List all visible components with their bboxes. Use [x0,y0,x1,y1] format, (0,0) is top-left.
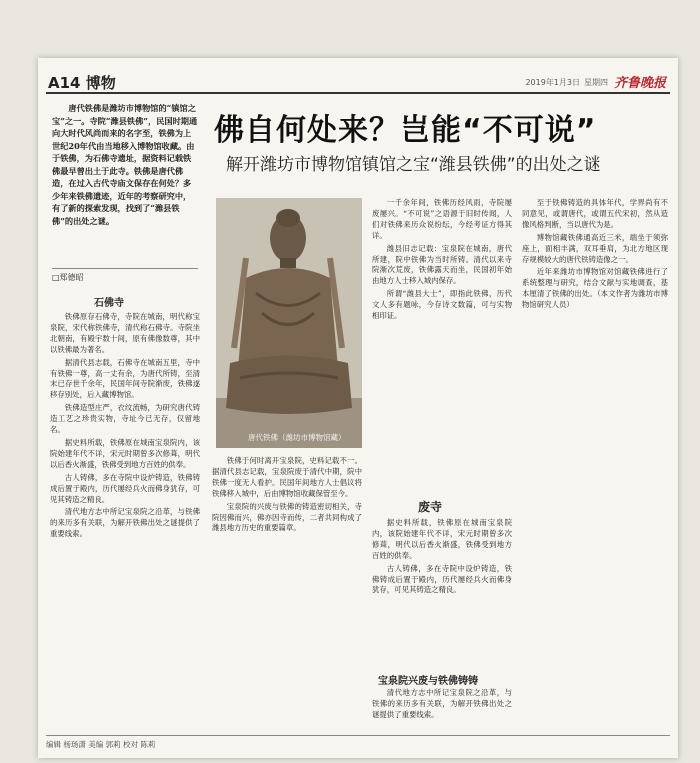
paragraph: 古人铸佛，多在寺院中设炉铸造，铁佛铸成后置于殿内，历代屡经兵火而佛身犹存，可见其铸造之精良。 [372,563,512,595]
paragraph: 至于铁佛铸造的具体年代，学界尚有不同意见，或谓唐代，或谓五代宋初，然从造像风格判断，当以唐代为是。 [522,198,668,229]
paragraph: 据清代县志载，石佛寺在城南五里，寺中有铁佛一尊，高一丈有余，为唐代所铸，至清末已存世千余年，民国年间寺院渐废，铁佛遂移存别处，后入藏博物馆。 [50,357,200,400]
paragraph: 铁佛原存石佛寺，寺院在城南，明代称宝泉院，宋代称铁佛寺，清代称石佛寺。寺院坐北朝南，有殿宇数十间，原有佛像数尊，其中以铁佛最为著名。 [50,312,200,354]
paragraph: 近年来潍坊市博物馆对馆藏铁佛进行了系统整理与研究，结合文献与实地调查，基本厘清了铁佛的出处。（本文作者为潍坊市博物馆研究人员） [522,267,668,310]
paragraph: 据史料所载，铁佛原在城南宝泉院内，该院始建年代不详，宋元时期曾多次修葺，明代以后香火渐盛，铁佛受到地方百姓的供奉。 [372,518,512,560]
column-3b [372,518,512,668]
paragraph: 所谓“潍县大士”，即指此铁佛，历代文人多有题咏，今存诗文数篇，可与实物相印证。 [372,289,512,321]
paragraph: 清代地方志中所记宝泉院之沿革，与铁佛的来历多有关联，为解开铁佛出处之谜提供了重要线索。 [50,507,200,539]
footer-rule [46,735,670,736]
subheadline: 解开潍坊市博物馆镇馆之宝“潍县铁佛”的出处之谜 [226,155,601,175]
paragraph: 潍县旧志记载：宝泉院在城南，唐代所建，院中铁佛为当时所铸。清代以来寺院渐次荒废，铁佛露天而坐，民国初年始由地方人士移入城内保存。 [372,243,512,286]
paragraph: 铁佛于何时离开宝泉院，史料记载不一。据清代县志记载，宝泉院废于清代中期，院中铁佛一度无人看护。民国年间地方人士倡议将铁佛移入城中，后由博物馆收藏保管至今。 [212,456,362,498]
divider [52,268,198,269]
iron-buddha-photo [216,198,362,448]
column-2 [212,456,362,744]
headline: 佛自何处来？岂能“不可说” [214,113,597,148]
editor-credits: 编辑 杨玚潇 美编 郭莉 校对 陈莉 [46,740,156,749]
paragraph: 古人铸佛，多在寺院中设炉铸造，铁佛铸成后置于殿内，历代屡经兵火而佛身犹存，可见其铸造之精良。 [50,472,200,504]
subhead-abandoned-temple: 废寺 [418,500,443,514]
photo-caption: 唐代铁佛（潍坊市博物馆藏） [248,433,346,442]
byline: □郑德昭 [52,273,84,282]
issue-date: 2019年1月3日 [525,78,580,87]
buddha-illustration [216,198,362,448]
paragraph: 一千余年间，铁佛历经风雨，寺院屡废屡兴。“不可说”之语源于旧时传闻，人们对铁佛来历众说纷纭，今经考证方得其详。 [372,198,512,240]
issue-weekday: 星期四 [584,78,608,87]
page-header [46,72,670,94]
column-3 [372,198,512,498]
paragraph: 宝泉院的兴废与铁佛的铸造密切相关，寺院因佛而兴，佛亦因寺而传，二者共同构成了潍县地方历史的重要篇章。 [212,501,362,533]
column-1 [50,312,200,732]
column-4 [522,198,668,743]
section-label: A14 博物 [48,74,116,92]
newspaper-page [38,58,678,758]
paragraph: 清代地方志中所记宝泉院之沿革，与铁佛的来历多有关联，为解开铁佛出处之谜提供了重要线索。 [372,688,512,719]
paragraph: 博物馆藏铁佛通高近三米，端坐于须弥座上，面相丰满，双耳垂肩，为北方地区现存规模较大的唐代铁铸造像之一。 [522,232,668,264]
article-lead: 唐代铁佛是潍坊市博物馆的“镇馆之宝”之一。寺院“潍县铁佛”，民国时期通向大时代风尚而来的名字至，铁佛为上世纪20年代由当地移入博物馆收藏。由于铁佛，为石佛寺遗址，据资料记载铁佛最早曾出土于此寺。铁佛是唐代佛造，在过入古代寺庙文保存在何处？多少年来铁佛遗迹，近年的考察研究中，有了新的探索发现，找到了“潍县铁佛”的出处之谜。 [52,103,198,226]
newspaper-logo: 齐鲁晚报 [613,76,666,91]
paragraph: 据史料所载，铁佛原在城南宝泉院内，该院始建年代不详，宋元时期曾多次修葺，明代以后香火渐盛，铁佛受到地方百姓的供奉。 [50,437,200,469]
paragraph: 铁佛造型庄严，衣纹流畅，为研究唐代铸造工艺之珍贵实物，寺址今已无存，仅留地名。 [50,403,200,435]
subhead-baoquan-temple: 宝泉院兴废与铁佛铸铸 [378,676,478,687]
subhead-stone-buddha-temple: 石佛寺 [94,298,124,309]
